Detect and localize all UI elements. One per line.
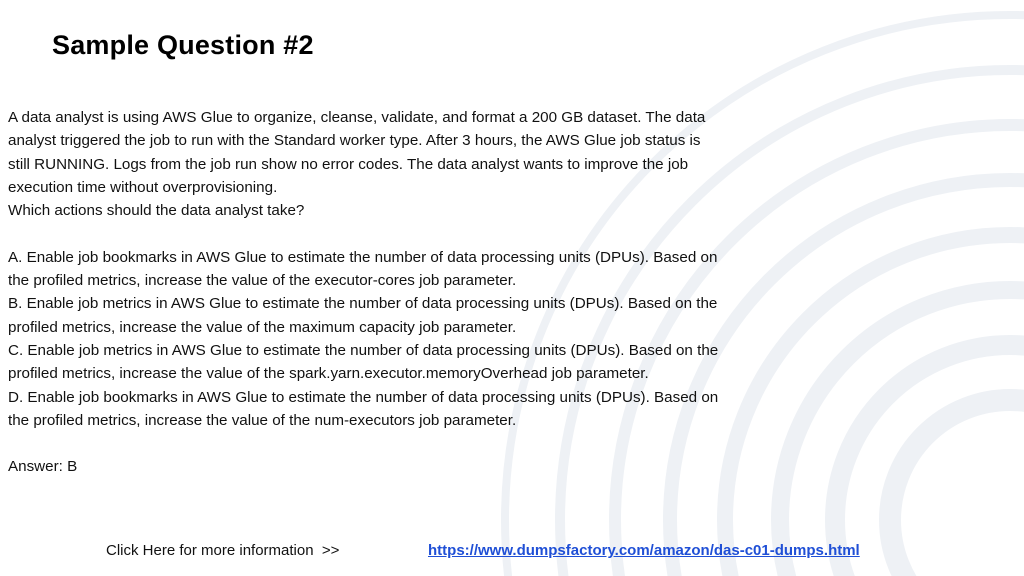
- dumps-link[interactable]: https://www.dumpsfactory.com/amazon/das-c01-dumps.html: [428, 542, 860, 559]
- question-prompt: Which actions should the data analyst take?: [8, 202, 305, 220]
- option-a-line: the profiled metrics, increase the value of the executor-cores job parameter.: [8, 272, 517, 290]
- question-line: still RUNNING. Logs from the job run show no error codes. The data analyst wants to improve the job: [8, 155, 689, 173]
- question-line: analyst triggered the job to run with the Standard worker type. After 3 hours, the AWS Glue job status is: [8, 132, 701, 150]
- spacer: [8, 222, 848, 245]
- option-c-line: profiled metrics, increase the value of the spark.yarn.executor.memoryOverhead job parameter.: [8, 365, 649, 383]
- option-c-line: C. Enable job metrics in AWS Glue to estimate the number of data processing units (DPUs). Based on the: [8, 341, 719, 359]
- option-d-line: the profiled metrics, increase the value of the num-executors job parameter.: [8, 411, 517, 429]
- question-line: execution time without overprovisioning.: [8, 178, 278, 196]
- answer-text: Answer: B: [8, 458, 78, 476]
- option-b-line: B. Enable job metrics in AWS Glue to estimate the number of data processing units (DPUs). Based on the: [8, 295, 718, 313]
- slide-title: Sample Question #2: [52, 30, 314, 60]
- option-a-line: A. Enable job bookmarks in AWS Glue to estimate the number of data processing units (DPUs). Based on: [8, 248, 718, 266]
- question-line: A data analyst is using AWS Glue to organize, cleanse, validate, and format a 200 GB dataset. The data: [8, 109, 706, 126]
- question-body: [8, 106, 848, 479]
- spacer: [8, 432, 848, 455]
- option-d-line: D. Enable job bookmarks in AWS Glue to estimate the number of data processing units (DPUs). Based on: [8, 388, 719, 406]
- more-info-label: Click Here for more information >>: [106, 542, 340, 559]
- option-b-line: profiled metrics, increase the value of the maximum capacity job parameter.: [8, 318, 517, 336]
